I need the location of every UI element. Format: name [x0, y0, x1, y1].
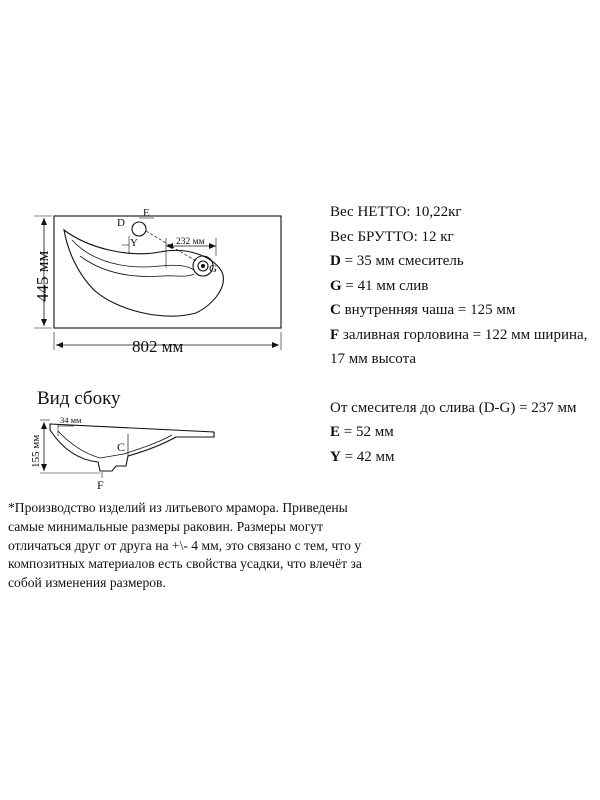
side-profile-outer	[50, 424, 214, 471]
spec-text: внутренняя чаша = 125 мм	[340, 302, 516, 318]
side-top-label: 34 мм	[60, 415, 82, 425]
spec-row	[330, 298, 598, 323]
spec-key: E	[330, 424, 341, 440]
spec-row	[330, 420, 598, 445]
spec-text: = 42 мм	[340, 448, 395, 465]
spec-text: = 41 мм слив	[341, 277, 429, 294]
dist-label: 232 мм	[176, 237, 205, 247]
spec-text: Вес НЕТТО: 10,22кг	[330, 204, 462, 220]
sink-outline	[54, 216, 281, 328]
spec-text: заливная горловина = 122 мм ширина, 17 мм высота	[330, 326, 588, 367]
label-f: F	[97, 478, 104, 492]
spec-key: Y	[330, 448, 341, 465]
spec-row	[330, 323, 598, 372]
spec-text: = 35 мм смеситель	[340, 253, 464, 269]
specs-list	[330, 200, 598, 469]
top-view	[34, 216, 281, 350]
spec-row	[330, 396, 598, 421]
spec-row	[330, 274, 598, 299]
spec-gap	[330, 372, 598, 396]
drain-center	[202, 265, 205, 268]
label-c: C	[117, 440, 126, 454]
spec-row	[330, 200, 598, 225]
spec-row	[330, 225, 598, 250]
spec-key: D	[330, 253, 341, 269]
label-e: E	[143, 207, 150, 219]
faucet-hole	[132, 222, 146, 236]
side-height-label: 155 мм	[30, 434, 42, 468]
side-view	[40, 420, 214, 478]
label-y: Y	[130, 237, 138, 249]
bowl-groove-2	[80, 256, 194, 276]
spec-text: Вес БРУТТО: 12 кг	[330, 228, 454, 245]
side-view-title: Вид сбоку	[37, 388, 121, 409]
spec-key: C	[330, 302, 341, 318]
spec-row	[330, 249, 598, 274]
side-profile-inner	[58, 431, 172, 458]
spec-key: G	[330, 277, 342, 294]
spec-text: От смесителя до слива (D-G) = 237 мм	[330, 399, 577, 416]
spec-key: F	[330, 326, 340, 343]
width-label: 802 мм	[132, 337, 184, 356]
height-label: 445 мм	[33, 250, 52, 302]
label-g: G	[209, 263, 217, 275]
label-d: D	[117, 217, 125, 229]
spec-text: = 52 мм	[340, 424, 394, 440]
spec-row	[330, 445, 598, 470]
footnote: *Производство изделий из литьевого мрамора. Приведены самые минимальные размеры раковин. Размеры могут отличаться друг от друга на +\- 4 мм, это связано с тем, что у композитных материалов есть свойства усадки, что влечёт за собой изменения размеров.	[8, 500, 362, 591]
